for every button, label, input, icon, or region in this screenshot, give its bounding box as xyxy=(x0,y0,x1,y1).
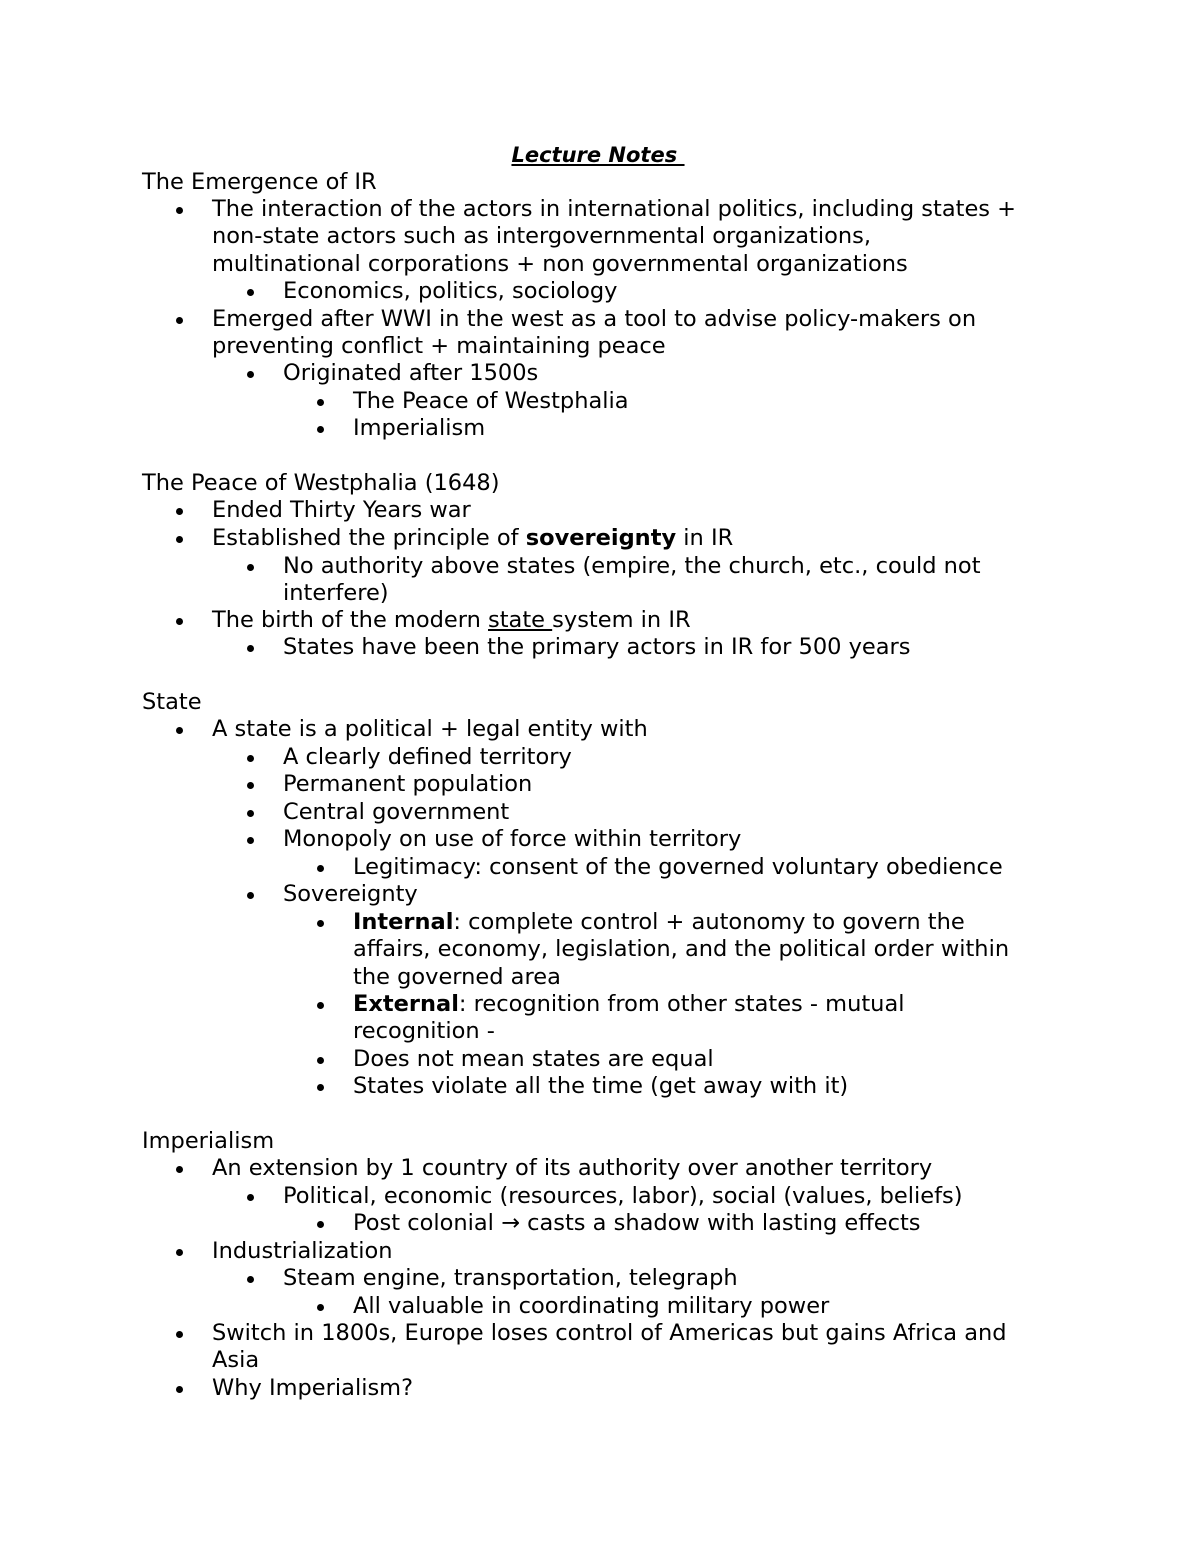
bullet-icon xyxy=(317,1057,324,1064)
bullet-icon xyxy=(176,1249,183,1256)
bullet-icon xyxy=(317,426,324,433)
bullet-text: Sovereignty xyxy=(283,881,418,907)
text-segment: : recognition from other states - mutual xyxy=(458,991,905,1017)
underlined-term: state xyxy=(488,607,553,633)
bullet-icon xyxy=(176,727,183,734)
bullet-text: Permanent population xyxy=(283,771,533,797)
bullet-text-cont: the governed area xyxy=(353,964,561,990)
bullet-text: Post colonial → casts a shadow with lasting effects xyxy=(353,1210,921,1236)
bullet-text: Central government xyxy=(283,799,510,825)
bullet-text: States have been the primary actors in IR for 500 years xyxy=(283,634,911,660)
bullet-icon xyxy=(176,1331,183,1338)
bullet-text: Why Imperialism? xyxy=(212,1375,414,1401)
bullet-icon xyxy=(317,1221,324,1228)
bullet-text: The Peace of Westphalia xyxy=(353,388,629,414)
bullet-text: No authority above states (empire, the church, etc., could not xyxy=(283,553,981,579)
section-heading: Imperialism xyxy=(142,1128,275,1154)
bullet-text: Political, economic (resources, labor), social (values, beliefs) xyxy=(283,1183,963,1209)
section-heading: The Peace of Westphalia (1648) xyxy=(142,470,500,496)
bullet-icon xyxy=(176,536,183,543)
bullet-icon xyxy=(247,782,254,789)
bullet-icon xyxy=(247,1194,254,1201)
bullet-icon xyxy=(247,371,254,378)
bullet-text: Industrialization xyxy=(212,1238,393,1264)
bullet-text xyxy=(212,525,733,553)
bullet-text-cont: preventing conflict + maintaining peace xyxy=(212,333,666,359)
bullet-text: Imperialism xyxy=(353,415,486,441)
bullet-icon xyxy=(176,317,183,324)
bullet-text-cont: affairs, economy, legislation, and the political order within xyxy=(353,936,1010,962)
bullet-text xyxy=(212,607,691,635)
bullet-text: A state is a political + legal entity with xyxy=(212,716,648,742)
text-segment: in IR xyxy=(676,525,734,551)
bullet-icon xyxy=(317,865,324,872)
section-heading: State xyxy=(142,689,202,715)
bullet-icon xyxy=(247,289,254,296)
document-title: Lecture Notes xyxy=(511,143,685,167)
bullet-icon xyxy=(317,399,324,406)
bullet-text: Originated after 1500s xyxy=(283,360,539,386)
bullet-text-cont: non-state actors such as intergovernmental organizations, xyxy=(212,223,872,249)
bullet-text: States violate all the time (get away with it) xyxy=(353,1073,849,1099)
bullet-icon xyxy=(247,1276,254,1283)
bullet-icon xyxy=(317,1002,324,1009)
bullet-text: Steam engine, transportation, telegraph xyxy=(283,1265,738,1291)
bullet-icon xyxy=(247,810,254,817)
bullet-text: An extension by 1 country of its authority over another territory xyxy=(212,1155,933,1181)
text-segment: Established the principle of xyxy=(212,525,526,551)
bold-term: Internal xyxy=(353,909,454,935)
bullet-text: Legitimacy: consent of the governed voluntary obedience xyxy=(353,854,1003,880)
bullet-icon xyxy=(176,1386,183,1393)
section-heading: The Emergence of IR xyxy=(142,169,377,195)
bullet-icon xyxy=(317,1084,324,1091)
bullet-text: All valuable in coordinating military power xyxy=(353,1293,830,1319)
bullet-text-cont: recognition - xyxy=(353,1018,495,1044)
text-segment: system in IR xyxy=(552,607,691,633)
bullet-icon xyxy=(176,618,183,625)
bullet-icon xyxy=(247,645,254,652)
bullet-text: Does not mean states are equal xyxy=(353,1046,714,1072)
bullet-icon xyxy=(247,564,254,571)
text-segment: The birth of the modern xyxy=(212,607,489,633)
bullet-text-cont: Asia xyxy=(212,1347,260,1373)
bullet-text: Ended Thirty Years war xyxy=(212,497,471,523)
bullet-icon xyxy=(176,207,183,214)
bold-term: sovereignty xyxy=(525,525,677,551)
bullet-icon xyxy=(317,920,324,927)
bullet-text: Monopoly on use of force within territory xyxy=(283,826,742,852)
bullet-text xyxy=(353,991,904,1019)
bullet-icon xyxy=(247,837,254,844)
bullet-icon xyxy=(176,1166,183,1173)
bullet-text: The interaction of the actors in international politics, including states + xyxy=(212,196,1017,222)
bullet-icon xyxy=(247,755,254,762)
bullet-text: A clearly defined territory xyxy=(283,744,572,770)
bullet-text-cont: interfere) xyxy=(283,580,389,606)
bullet-text-cont: multinational corporations + non governmental organizations xyxy=(212,251,908,277)
bullet-text xyxy=(353,909,965,937)
bullet-text: Emerged after WWI in the west as a tool to advise policy-makers on xyxy=(212,306,977,332)
bold-term: External xyxy=(353,991,459,1017)
bullet-icon xyxy=(247,892,254,899)
bullet-text: Switch in 1800s, Europe loses control of Americas but gains Africa and xyxy=(212,1320,1007,1346)
bullet-icon xyxy=(317,1304,324,1311)
text-segment: : complete control + autonomy to govern the xyxy=(453,909,965,935)
bullet-text: Economics, politics, sociology xyxy=(283,278,618,304)
bullet-icon xyxy=(176,508,183,515)
